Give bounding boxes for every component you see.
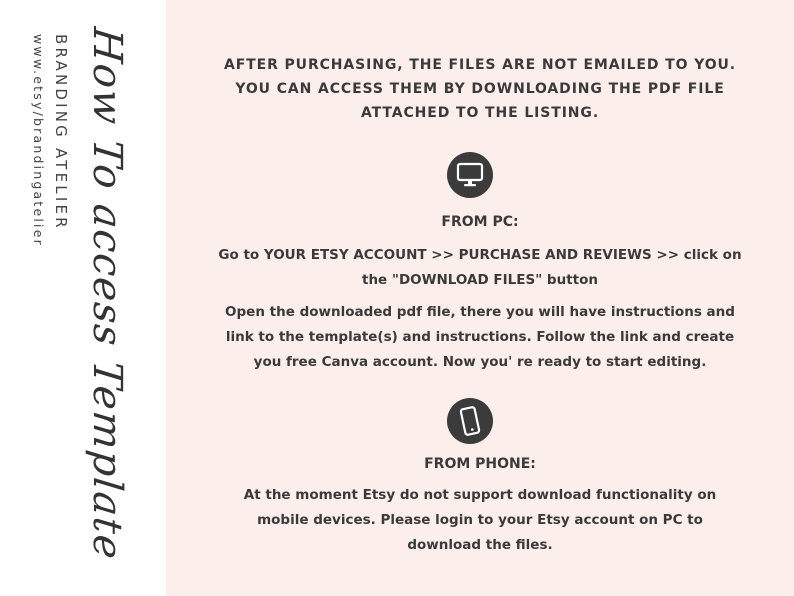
sidebar [0,0,166,596]
from-phone-heading: FROM PHONE: [424,456,536,472]
from-pc-heading: FROM PC: [441,214,519,230]
smartphone-icon-graphic [458,405,482,437]
script-title: How To access Template [84,25,130,563]
smartphone-icon [447,398,493,444]
instructions-panel [166,0,794,596]
phone-instructions: At the moment Etsy do not support download functionality on mobile devices. Please login to your Etsy account on PC to download the files. [243,487,717,553]
pc-step-open-pdf: Open the downloaded pdf file, there you will have instructions and link to the template(s) and instructions. Follow the link and create you free Canva account. Now you' re ready to start editing. [225,304,735,370]
monitor-icon-graphic [455,161,485,189]
brand-name: BRANDING ATELIER [52,34,70,231]
pc-step-download: Go to YOUR ETSY ACCOUNT >> PURCHASE AND REVIEWS >> click on the "DOWNLOAD FILES" button [218,247,742,288]
intro-notice: AFTER PURCHASING, THE FILES ARE NOT EMAILED TO YOU. YOU CAN ACCESS THEM BY DOWNLOADING THE PDF FILE ATTACHED TO THE LISTING. [223,57,737,121]
monitor-icon [447,152,493,198]
etsy-url: www.etsy/brandingatelier [31,34,46,247]
